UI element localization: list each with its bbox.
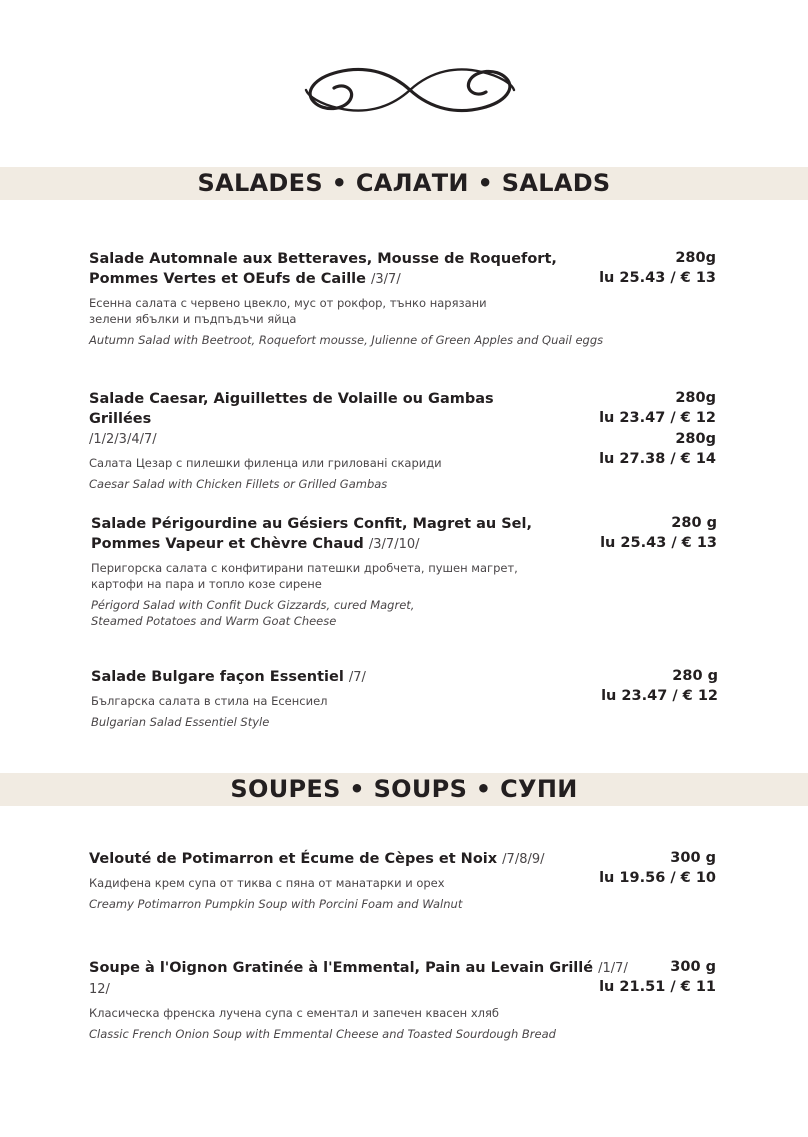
item-price: lu 23.47 / € 12 <box>599 409 716 426</box>
menu-item-pumpkin-soup <box>89 849 589 912</box>
section-header-band-soups <box>0 773 808 806</box>
flourish-ornament-icon <box>300 62 520 118</box>
allergen-codes: /3/7/ <box>371 272 401 287</box>
item-weight-alt: 280g <box>675 431 716 447</box>
item-price: lu 25.43 / € 13 <box>600 534 717 551</box>
item-name: Velouté de Potimarron et Écume de Cèpes et Noix /7/8/9/ <box>89 851 545 867</box>
item-price-block <box>601 667 718 706</box>
menu-item-perigord-salad <box>91 514 591 629</box>
item-weight: 280 g <box>672 668 718 684</box>
section-title-soups: SOUPES • SOUPS • СУПИ <box>230 775 578 803</box>
menu-item-caesar-salad <box>89 389 549 492</box>
item-price: lu 25.43 / € 13 <box>599 269 716 286</box>
item-name: Soupe à l'Oignon Gratinée à l'Emmental, Pain au Levain Grillé /1/7/ 12/ <box>89 960 628 997</box>
item-weight: 280 g <box>671 515 717 531</box>
menu-item-bulgarian-salad <box>91 667 551 730</box>
item-description-english: Périgord Salad with Confit Duck Gizzards, cured Magret, Steamed Potatoes and Warm Goat Cheese <box>91 598 415 628</box>
item-price: lu 23.47 / € 12 <box>601 687 718 704</box>
allergen-codes: /7/ <box>348 670 366 685</box>
item-weight: 280g <box>675 250 716 266</box>
item-description-english: Bulgarian Salad Essentiel Style <box>91 715 270 729</box>
item-description-english: Caesar Salad with Chicken Fillets or Grilled Gambas <box>89 477 388 491</box>
item-name: Salade Bulgare façon Essentiel /7/ <box>91 669 366 685</box>
item-price-block <box>600 514 717 553</box>
item-description-english: Classic French Onion Soup with Emmental Cheese and Toasted Sourdough Bread <box>89 1027 556 1041</box>
section-header-band-salads <box>0 167 808 200</box>
item-description-bulgarian: Кадифена крем супа от тиква с пяна от манатарки и орех <box>89 876 445 890</box>
allergen-codes: /7/8/9/ <box>502 852 545 867</box>
item-price-block <box>599 249 716 288</box>
item-weight: 300 g <box>670 959 716 975</box>
item-name: Salade Automnale aux Betteraves, Mousse de Roquefort, Pommes Vertes et OEufs de Caille /3/7/ <box>89 251 557 287</box>
item-description-bulgarian: Класическа френска лучена супа с ементал и запечен квасен хляб <box>89 1006 500 1020</box>
item-name: Salade Caesar, Aiguillettes de Volaille ou Gambas Grillées /1/2/3/4/7/ <box>89 391 494 447</box>
item-price-alt: lu 27.38 / € 14 <box>599 450 716 467</box>
menu-item-onion-soup <box>89 958 629 1042</box>
item-weight: 280g <box>675 390 716 406</box>
item-description-bulgarian: Салата Цезар с пилешки филенца или грилованi скариди <box>89 456 442 470</box>
item-description-english: Autumn Salad with Beetroot, Roquefort mousse, Julienne of Green Apples and Quail eggs <box>89 333 604 347</box>
item-price: lu 21.51 / € 11 <box>599 978 716 995</box>
allergen-codes: /3/7/10/ <box>368 537 420 552</box>
item-description-bulgarian: Перигорска салата с конфитирани патешки дробчета, пушен магрет, картофи на пара и топло козе сирене <box>91 561 518 591</box>
allergen-codes: /1/2/3/4/7/ <box>89 432 157 447</box>
item-description-bulgarian: Есенна салата с червено цвекло, мус от рокфор, тънко нарязани зелени ябълки и пъдпъдъчи яйца <box>89 296 487 326</box>
item-price-block <box>599 958 716 997</box>
item-price-block <box>599 389 716 469</box>
item-description-bulgarian: Българска салата в стила на Есенсиел <box>91 694 328 708</box>
item-price: lu 19.56 / € 10 <box>599 869 716 886</box>
item-price-block <box>599 849 716 888</box>
item-description-english: Creamy Potimarron Pumpkin Soup with Porcini Foam and Walnut <box>89 897 463 911</box>
item-name: Salade Périgourdine au Gésiers Confit, Magret au Sel, Pommes Vapeur et Chèvre Chaud /3/7/10/ <box>91 516 532 552</box>
allergen-codes: /1/7/ 12/ <box>89 961 628 997</box>
item-weight: 300 g <box>670 850 716 866</box>
section-title-salads: SALADES • САЛАТИ • SALADS <box>197 169 611 197</box>
menu-item-autumn-salad <box>89 249 649 348</box>
